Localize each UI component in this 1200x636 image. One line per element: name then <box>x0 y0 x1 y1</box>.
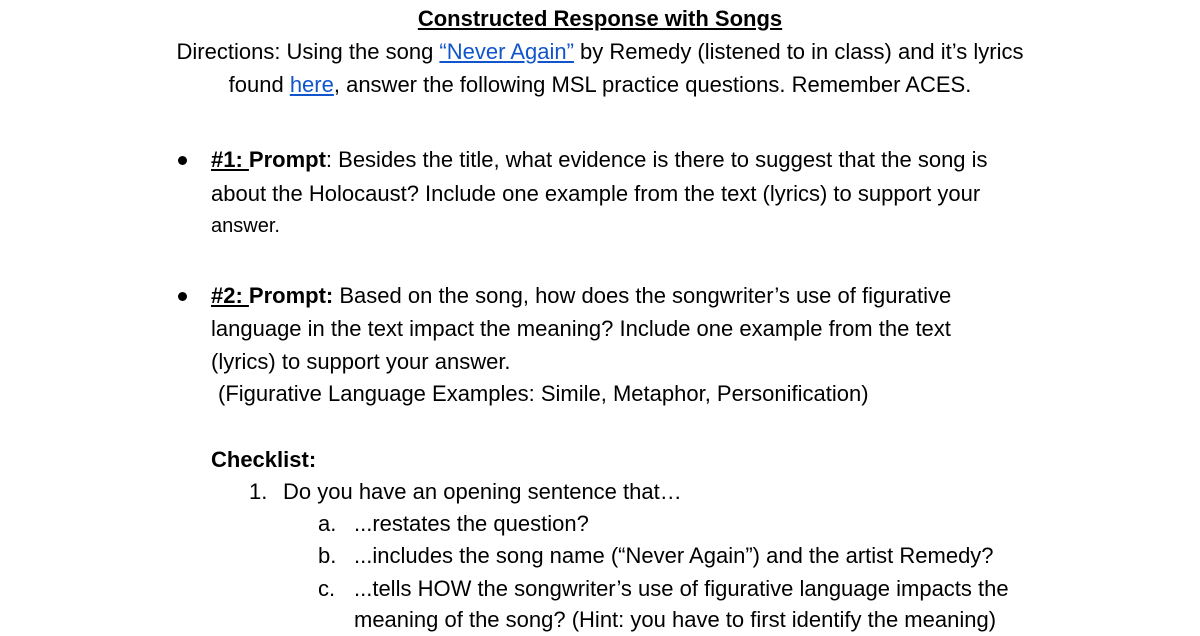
q1-prompt-label: Prompt <box>248 147 326 172</box>
q2-line-3: (lyrics) to support your answer. <box>211 349 511 374</box>
checklist-subitem: ...restates the question? <box>354 511 589 536</box>
q1-number: #1: <box>211 147 249 172</box>
lyrics-link[interactable]: here <box>289 72 334 97</box>
q2-text: Based on the song, how does the songwriter’s use of figurative <box>333 283 952 308</box>
checklist-subitem: ...tells HOW the songwriter’s use of figurative language impacts the <box>354 576 1009 601</box>
q2-line-1 <box>211 279 951 312</box>
q1-line-2: about the Holocaust? Include one example from the text (lyrics) to support your <box>211 181 981 206</box>
checklist-subitem-marker: a. <box>318 511 337 536</box>
q1-text: : Besides the title, what evidence is there to suggest that the song is <box>325 147 988 172</box>
checklist-heading: Checklist: <box>211 447 317 472</box>
checklist-subitem-marker: b. <box>318 543 337 568</box>
q1-line-1 <box>211 143 988 176</box>
document-title: Constructed Response with Songs <box>417 6 783 31</box>
checklist-subitem-marker: c. <box>318 576 336 601</box>
q2-prompt-label: Prompt: <box>248 283 334 308</box>
q2-line-4: (Figurative Language Examples: Simile, Metaphor, Personification) <box>218 381 869 406</box>
q2-line-2: language in the text impact the meaning? Include one example from the text <box>211 316 951 341</box>
directions-text: found <box>228 72 290 97</box>
checklist-item-1-marker: 1. <box>249 479 268 504</box>
checklist-subitem-continued: meaning of the song? (Hint: you have to first identify the meaning) <box>354 607 997 632</box>
directions-text: , answer the following MSL practice questions. Remember ACES. <box>333 72 972 97</box>
directions-text: Directions: Using the song <box>176 39 440 64</box>
directions-line-1 <box>0 39 1200 65</box>
checklist-subitem: ...includes the song name (“Never Again”) and the artist Remedy? <box>354 543 994 568</box>
checklist-item-1: Do you have an opening sentence that… <box>283 479 682 504</box>
directions-line-2 <box>0 72 1200 98</box>
song-link[interactable]: “Never Again” <box>439 39 574 64</box>
bullet-icon <box>178 292 187 301</box>
bullet-icon <box>178 156 187 165</box>
q2-number: #2: <box>211 283 249 308</box>
directions-text: by Remedy (listened to in class) and it’s lyrics <box>573 39 1024 64</box>
q1-line-3: answer. <box>211 215 280 237</box>
